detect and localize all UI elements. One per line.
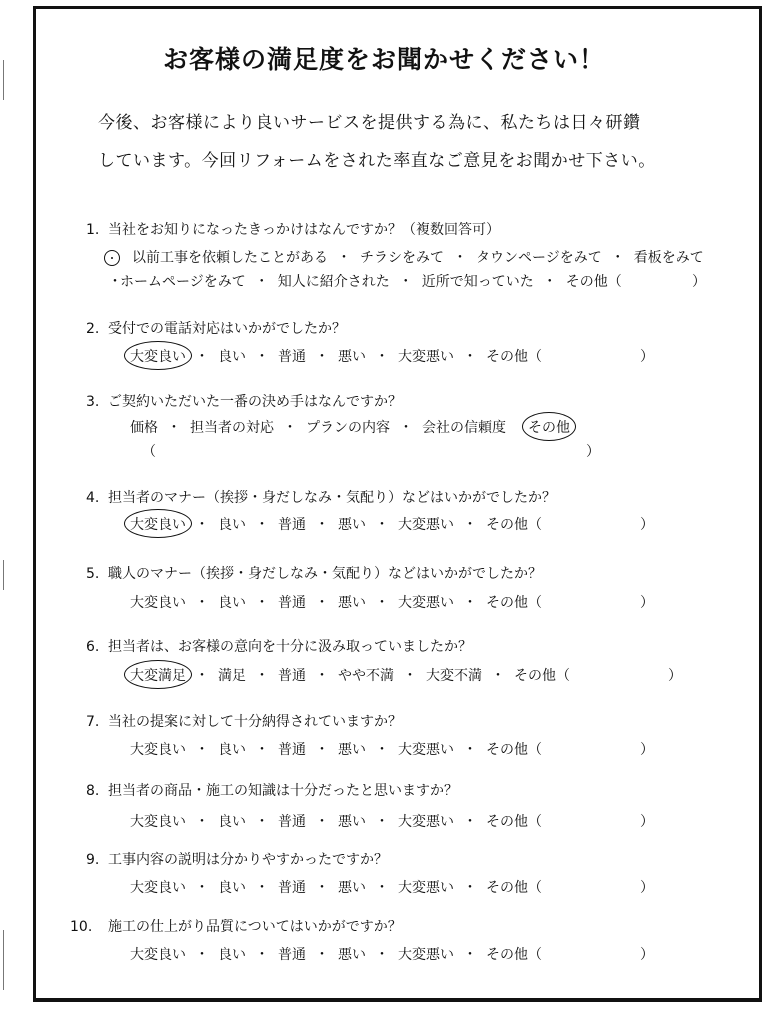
question-6-options xyxy=(130,665,570,685)
option[interactable]: 普通 xyxy=(278,349,306,365)
close-paren: ） xyxy=(640,595,654,611)
question-8-options xyxy=(130,811,542,831)
separator: ・ xyxy=(255,595,269,611)
question-10-options xyxy=(130,944,542,964)
question-number: 4. xyxy=(86,490,100,506)
question-text: 職人のマナー（挨拶・身だしなみ・気配り）などはいかがでしたか？ xyxy=(108,566,542,582)
option[interactable]: 以前工事を依頼したことがある xyxy=(132,250,328,266)
separator: ・ xyxy=(255,517,269,533)
option[interactable]: 大変悪い xyxy=(398,742,454,758)
separator: ・ xyxy=(491,668,505,684)
question-1 xyxy=(86,219,500,239)
close-paren: ） xyxy=(586,444,600,460)
separator: ・ xyxy=(283,420,297,436)
separator: ・ xyxy=(542,274,557,290)
question-9-options xyxy=(130,877,542,897)
question-text: 受付での電話対応はいかがでしたか？ xyxy=(108,321,346,337)
separator: ・ xyxy=(195,517,209,533)
question-text: 施工の仕上がり品質についてはいかがですか？ xyxy=(108,919,402,935)
option[interactable]: やや不満 xyxy=(338,668,394,684)
close-paren: ） xyxy=(640,814,654,830)
separator: ・ xyxy=(195,880,209,896)
option[interactable]: 看板をみて xyxy=(633,250,704,266)
question-7 xyxy=(86,711,402,731)
question-8 xyxy=(86,780,458,800)
selection-circle-icon xyxy=(124,509,192,538)
option[interactable]: 悪い xyxy=(338,742,366,758)
separator: ・ xyxy=(337,250,351,266)
open-paren: （ xyxy=(142,444,156,460)
question-number: 2. xyxy=(86,321,100,337)
option[interactable]: 良い xyxy=(218,349,246,365)
option[interactable]: 悪い xyxy=(338,880,366,896)
separator: ・ xyxy=(255,880,269,896)
question-number: 8. xyxy=(86,783,100,799)
question-6 xyxy=(86,636,472,656)
intro-line-1: 今後、お客様により良いサービスを提供する為に、私たちは日々研鑽 xyxy=(98,113,641,133)
option[interactable]: 普通 xyxy=(278,742,306,758)
question-number: 6. xyxy=(86,639,100,655)
separator: ・ xyxy=(375,814,389,830)
option[interactable]: 価格 xyxy=(130,420,158,436)
close-paren: ） xyxy=(640,349,654,365)
separator: ・ xyxy=(375,947,389,963)
question-number: 5. xyxy=(86,566,100,582)
close-paren: ） xyxy=(640,517,654,533)
question-number: 7. xyxy=(86,714,100,730)
option[interactable]: 普通 xyxy=(278,668,306,684)
separator: ・ xyxy=(195,595,209,611)
separator: ・ xyxy=(463,349,477,365)
separator: ・ xyxy=(375,742,389,758)
option[interactable]: 良い xyxy=(218,517,246,533)
close-paren: ） xyxy=(640,742,654,758)
separator: ・ xyxy=(399,420,413,436)
separator: ・ xyxy=(195,947,209,963)
question-text: 担当者のマナー（挨拶・身だしなみ・気配り）などはいかがでしたか？ xyxy=(108,490,556,506)
question-3-options xyxy=(130,417,570,437)
option-selected[interactable]: 大変満足 xyxy=(130,665,186,685)
option[interactable]: 大変良い xyxy=(130,742,186,758)
question-4 xyxy=(86,487,556,507)
option[interactable]: その他（ xyxy=(565,274,622,290)
option[interactable]: 大変悪い xyxy=(398,947,454,963)
separator: ・ xyxy=(315,947,329,963)
question-number: 9. xyxy=(86,852,100,868)
option[interactable]: 満足 xyxy=(218,668,246,684)
separator: ・ xyxy=(315,349,329,365)
option[interactable]: 近所で知っていた xyxy=(421,274,534,290)
separator: ・ xyxy=(375,880,389,896)
scan-mark xyxy=(3,930,4,990)
separator: ・ xyxy=(315,595,329,611)
option[interactable]: その他（ xyxy=(486,517,542,533)
separator: ・ xyxy=(463,947,477,963)
close-paren: ） xyxy=(668,668,682,684)
separator: ・ xyxy=(255,947,269,963)
option[interactable]: 大変悪い xyxy=(398,814,454,830)
question-7-options xyxy=(130,739,542,759)
option[interactable]: チラシをみて xyxy=(360,250,444,266)
question-10 xyxy=(70,916,402,936)
selection-circle-icon xyxy=(522,412,576,441)
option[interactable]: 大変良い xyxy=(130,595,186,611)
scan-mark xyxy=(3,560,4,590)
option[interactable]: 大変悪い xyxy=(398,880,454,896)
option[interactable]: 担当者の対応 xyxy=(190,420,274,436)
option[interactable]: 大変良い xyxy=(130,880,186,896)
option[interactable]: 大変悪い xyxy=(398,349,454,365)
option[interactable]: 大変良い xyxy=(130,814,186,830)
separator: ・ xyxy=(195,814,209,830)
separator: ・ xyxy=(315,742,329,758)
option[interactable]: ホームページをみて xyxy=(120,274,246,290)
separator: ・ xyxy=(254,274,269,290)
separator: ・ xyxy=(315,668,329,684)
question-2 xyxy=(86,318,346,338)
question-9 xyxy=(86,849,388,869)
separator: ・ xyxy=(463,595,477,611)
separator: ・ xyxy=(463,742,477,758)
question-text: 当社の提案に対して十分納得されていますか？ xyxy=(108,714,402,730)
separator: ・ xyxy=(463,517,477,533)
question-text: ご契約いただいた一番の決め手はなんですか？ xyxy=(108,394,402,410)
selection-circle-icon xyxy=(124,660,192,689)
close-paren: ） xyxy=(640,947,654,963)
separator: ・ xyxy=(375,517,389,533)
option[interactable]: 良い xyxy=(218,880,246,896)
question-text: 担当者は、お客様の意向を十分に汲み取っていましたか？ xyxy=(108,639,472,655)
separator: ・ xyxy=(195,742,209,758)
option[interactable]: 大変良い xyxy=(130,947,186,963)
option[interactable]: 普通 xyxy=(278,947,306,963)
option[interactable]: 悪い xyxy=(338,947,366,963)
page-title: お客様の満足度をお聞かせください！ xyxy=(162,45,605,74)
separator: ・ xyxy=(255,742,269,758)
separator: ・ xyxy=(453,250,467,266)
question-text: 当社をお知りになったきっかけはなんですか？（複数回答可） xyxy=(108,222,500,238)
option[interactable]: 普通 xyxy=(278,880,306,896)
separator: ・ xyxy=(403,668,417,684)
intro-line-2: しています。今回リフォームをされた率直なご意見をお聞かせ下さい。 xyxy=(98,151,656,171)
option[interactable]: 普通 xyxy=(278,595,306,611)
option[interactable]: 良い xyxy=(218,814,246,830)
close-paren: ） xyxy=(640,880,654,896)
question-2-options xyxy=(130,346,542,366)
separator: ・ xyxy=(255,668,269,684)
option[interactable]: その他（ xyxy=(486,947,542,963)
separator: ・ xyxy=(315,880,329,896)
separator: ・ xyxy=(167,420,181,436)
option[interactable]: 普通 xyxy=(278,517,306,533)
option[interactable]: 良い xyxy=(218,595,246,611)
separator: ・ xyxy=(195,349,209,365)
option[interactable]: 大変悪い xyxy=(398,595,454,611)
question-5 xyxy=(86,563,542,583)
option[interactable]: その他（ xyxy=(486,742,542,758)
option[interactable]: その他（ xyxy=(486,880,542,896)
question-1-options-row-2 xyxy=(108,271,622,291)
option[interactable]: 良い xyxy=(218,742,246,758)
option[interactable]: その他（ xyxy=(486,349,542,365)
question-5-options xyxy=(130,592,542,612)
question-number: 10. xyxy=(70,919,93,935)
option[interactable]: プランの内容 xyxy=(306,420,390,436)
question-text: 工事内容の説明は分かりやすかったですか？ xyxy=(108,852,388,868)
option[interactable]: 大変不満 xyxy=(426,668,482,684)
separator: ・ xyxy=(255,349,269,365)
separator: ・ xyxy=(315,814,329,830)
question-text: 担当者の商品・施工の知識は十分だったと思いますか？ xyxy=(108,783,458,799)
option[interactable]: タウンページをみて xyxy=(476,250,602,266)
option-selected[interactable]: その他 xyxy=(528,417,570,437)
option[interactable]: 普通 xyxy=(278,814,306,830)
option[interactable]: 悪い xyxy=(338,517,366,533)
separator: ・ xyxy=(398,274,413,290)
option-selected[interactable]: 大変良い xyxy=(130,514,186,534)
separator: ・ xyxy=(255,814,269,830)
question-3 xyxy=(86,391,402,411)
question-1-options-row-1 xyxy=(104,247,704,267)
separator: ・ xyxy=(375,349,389,365)
option[interactable]: 悪い xyxy=(338,814,366,830)
option[interactable]: 大変悪い xyxy=(398,517,454,533)
separator: ・ xyxy=(463,880,477,896)
separator: ・ xyxy=(463,814,477,830)
option-selected[interactable]: 大変良い xyxy=(130,346,186,366)
close-paren: ） xyxy=(692,274,706,290)
option[interactable]: その他（ xyxy=(514,668,570,684)
question-number: 3. xyxy=(86,394,100,410)
question-4-options xyxy=(130,514,542,534)
selection-circle-icon xyxy=(124,341,192,370)
separator: ・ xyxy=(375,595,389,611)
question-number: 1. xyxy=(86,222,100,238)
selected-mark-icon xyxy=(104,250,120,266)
separator: ・ xyxy=(610,250,625,266)
option[interactable]: その他（ xyxy=(486,814,542,830)
option[interactable]: その他（ xyxy=(486,595,542,611)
separator: ・ xyxy=(315,517,329,533)
option[interactable]: 会社の信頼度 xyxy=(422,420,506,436)
option[interactable]: 悪い xyxy=(338,349,366,365)
option[interactable]: 知人に紹介された xyxy=(277,274,390,290)
separator: ・ xyxy=(108,274,122,290)
separator: ・ xyxy=(195,668,209,684)
option[interactable]: 悪い xyxy=(338,595,366,611)
option[interactable]: 良い xyxy=(218,947,246,963)
